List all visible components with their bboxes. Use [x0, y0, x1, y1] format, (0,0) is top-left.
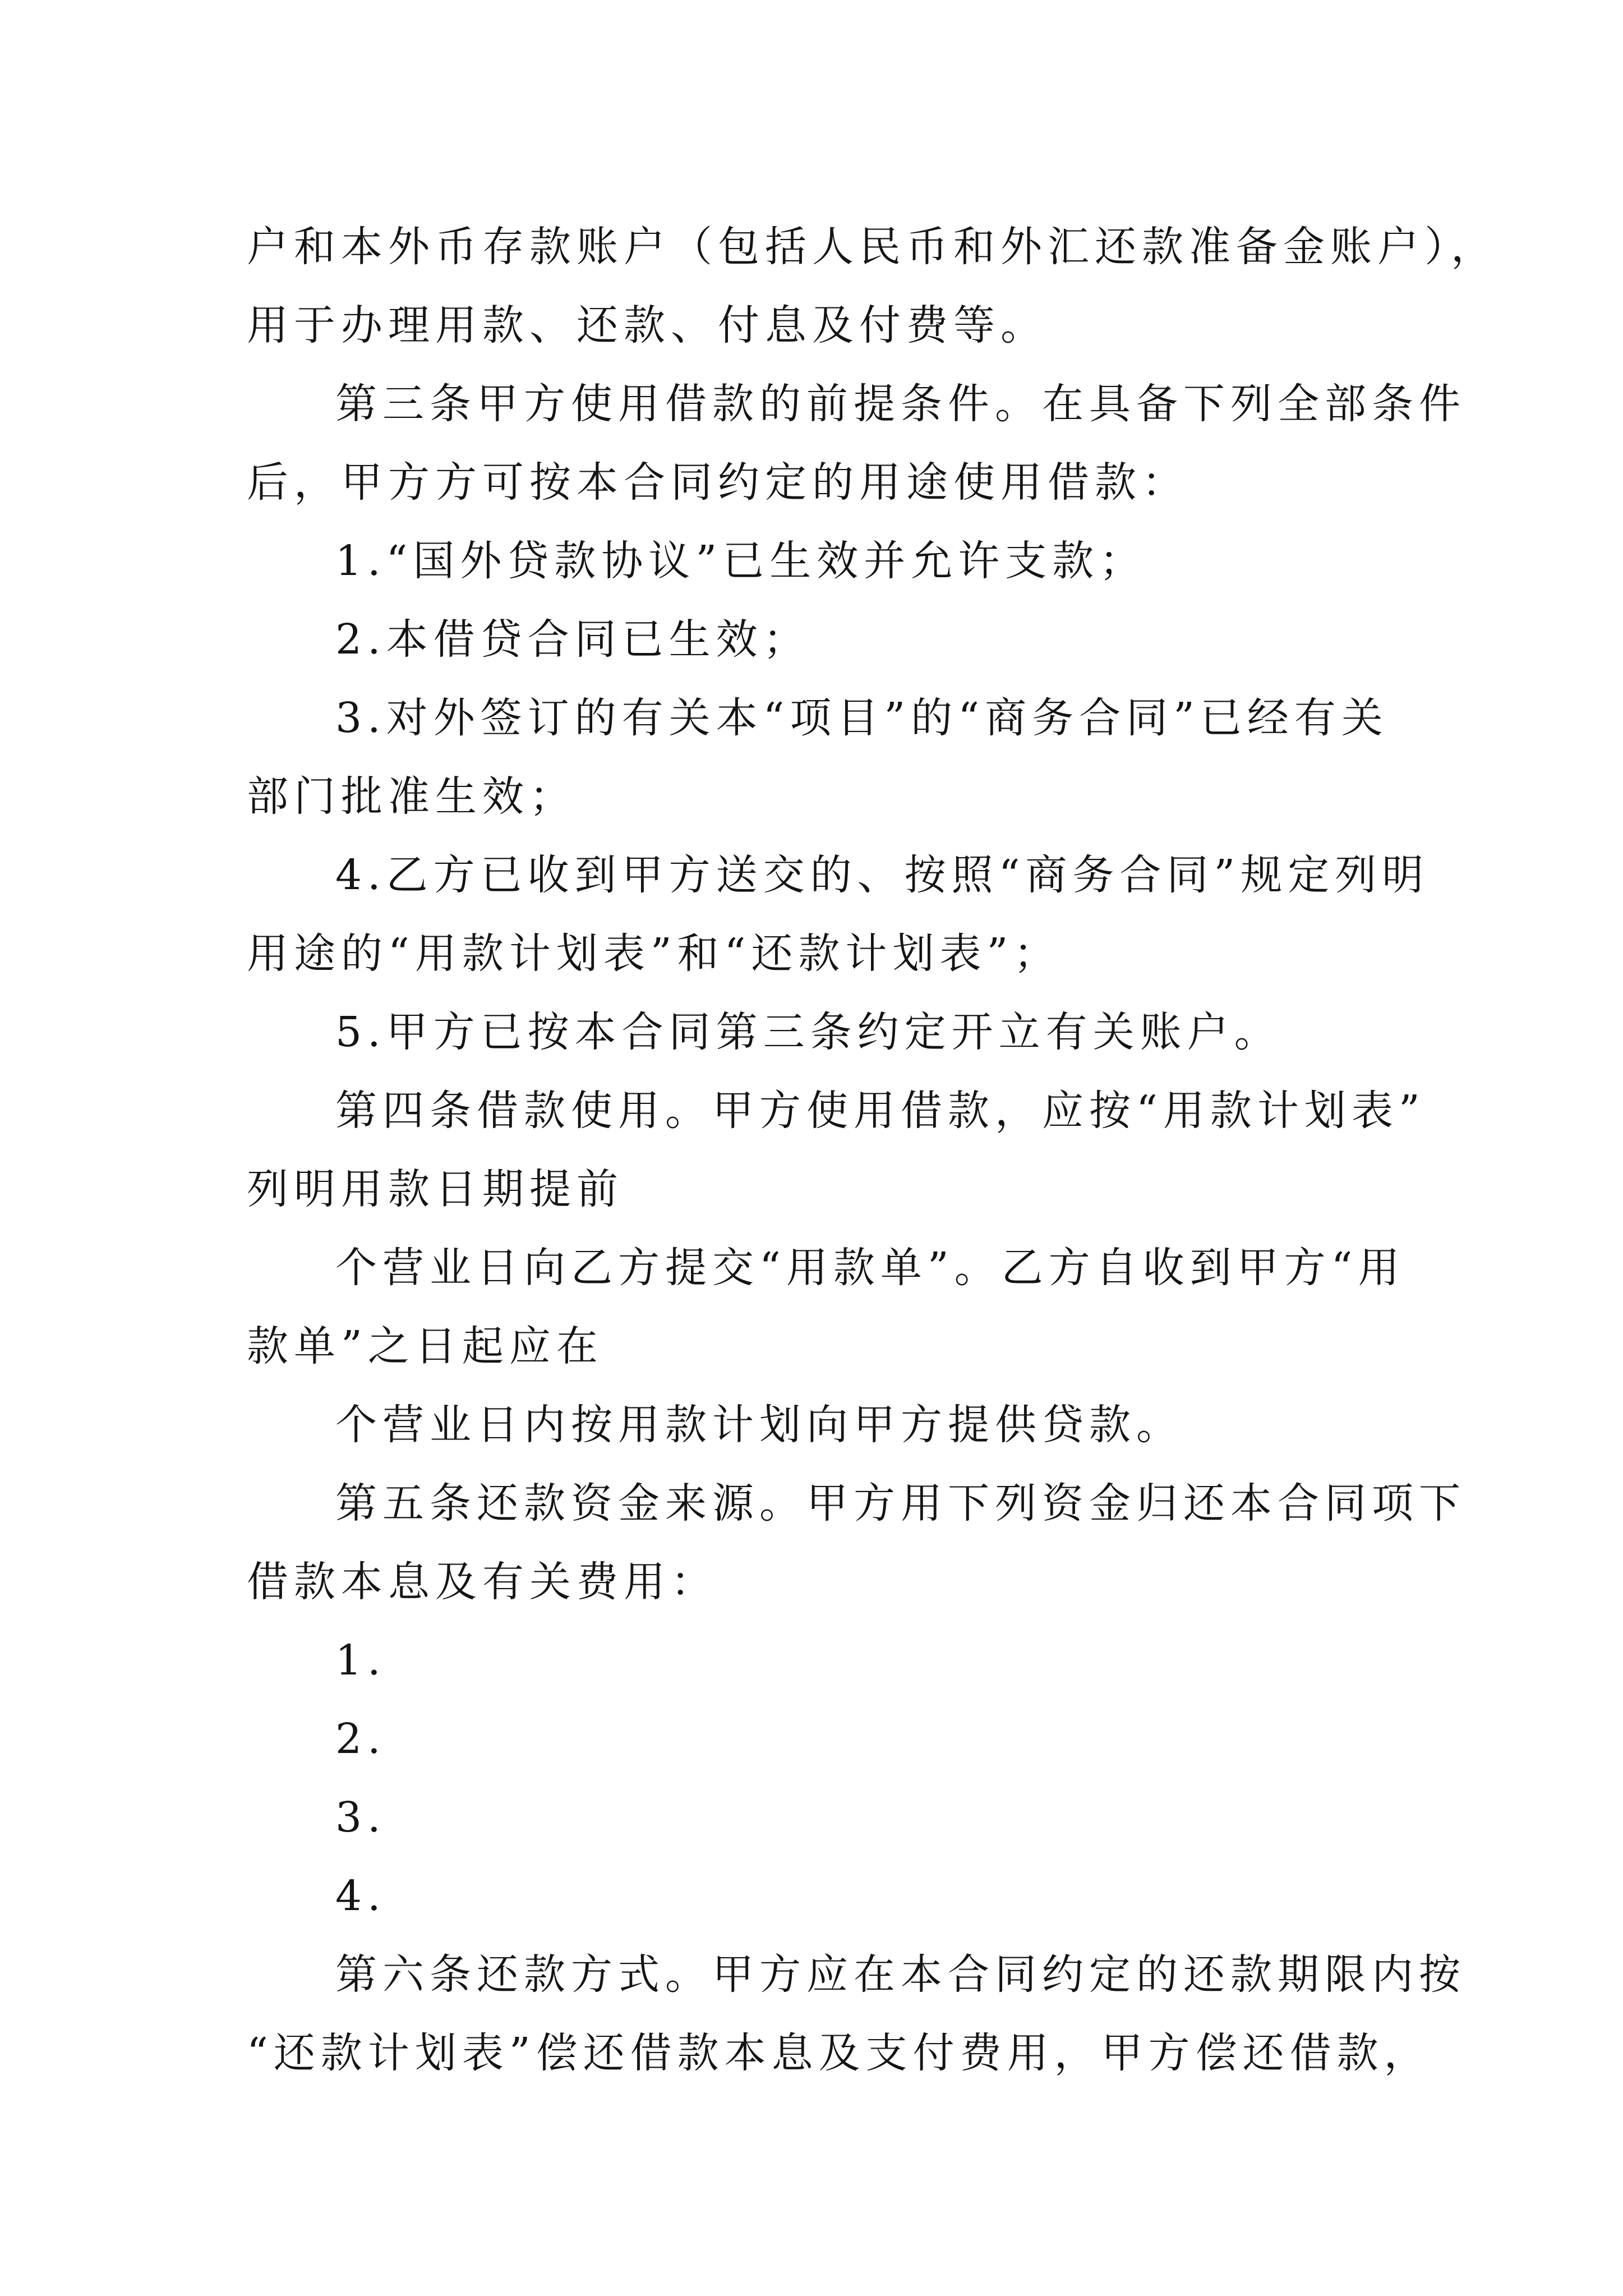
paragraph-article-5-item-2	[247, 1700, 1391, 1778]
text-line: 个营业日向乙方提交“用款单”。乙方自收到甲方“用	[335, 1244, 1405, 1292]
paragraph-account-clause-continued	[247, 208, 1498, 365]
text-line: 4.	[335, 1872, 386, 1920]
text-line: 户和本外币存款账户（包括人民币和外汇还款准备金账户），	[247, 223, 1498, 271]
text-line: 2.本借贷合同已生效；	[335, 615, 810, 664]
text-line: 列明用款日期提前	[247, 1165, 624, 1213]
paragraph-article-3-item-5	[247, 993, 1391, 1071]
paragraph-article-3	[247, 365, 1466, 522]
text-line: 第五条还款资金来源。甲方用下列资金归还本合同项下	[335, 1479, 1466, 1527]
paragraph-article-3-item-4	[247, 836, 1430, 993]
text-line: 用途的“用款计划表”和“还款计划表”；	[247, 930, 1061, 978]
text-line: 款单”之日起应在	[247, 1322, 603, 1370]
text-line: 1.“国外贷款协议”已生效并允许支款；	[335, 537, 1147, 585]
paragraph-article-5-item-1	[247, 1621, 1391, 1700]
text-line: “还款计划表”偿还借款本息及支付费用，甲方偿还借款，	[247, 2029, 1431, 2077]
paragraph-article-4-cont-2	[247, 1386, 1391, 1464]
paragraph-article-3-item-3	[247, 679, 1391, 836]
text-line: 第六条还款方式。甲方应在本合同约定的还款期限内按	[335, 1950, 1466, 1999]
text-line: 3.	[335, 1793, 386, 1842]
paragraph-article-4	[247, 1071, 1426, 1228]
text-line: 2.	[335, 1715, 386, 1763]
text-line: 个营业日内按用款计划向甲方提供贷款。	[335, 1401, 1183, 1449]
paragraph-article-3-item-1	[247, 522, 1391, 600]
text-line: 部门批准生效；	[247, 772, 577, 821]
text-line: 4.乙方已收到甲方送交的、按照“商务合同”规定列明	[335, 851, 1430, 899]
paragraph-article-5-item-4	[247, 1857, 1391, 1935]
paragraph-article-4-cont-1	[247, 1228, 1405, 1386]
paragraph-article-5	[247, 1464, 1466, 1621]
paragraph-article-6	[247, 1935, 1466, 2092]
text-line: 3.对外签订的有关本“项目”的“商务合同”已经有关	[335, 694, 1389, 742]
text-line: 1.	[335, 1636, 386, 1685]
document-body	[247, 208, 1498, 2092]
text-line: 用于办理用款、还款、付息及付费等。	[247, 301, 1048, 349]
text-line: 第四条借款使用。甲方使用借款，应按“用款计划表”	[335, 1087, 1426, 1135]
paragraph-article-5-item-3	[247, 1778, 1391, 1857]
text-line: 后，甲方方可按本合同约定的用途使用借款：	[247, 458, 1189, 507]
text-line: 5.甲方已按本合同第三条约定开立有关账户。	[335, 1008, 1281, 1056]
text-line: 借款本息及有关费用：	[247, 1558, 718, 1606]
text-line: 第三条甲方使用借款的前提条件。在具备下列全部条件	[335, 380, 1466, 428]
paragraph-article-3-item-2	[247, 600, 1391, 679]
